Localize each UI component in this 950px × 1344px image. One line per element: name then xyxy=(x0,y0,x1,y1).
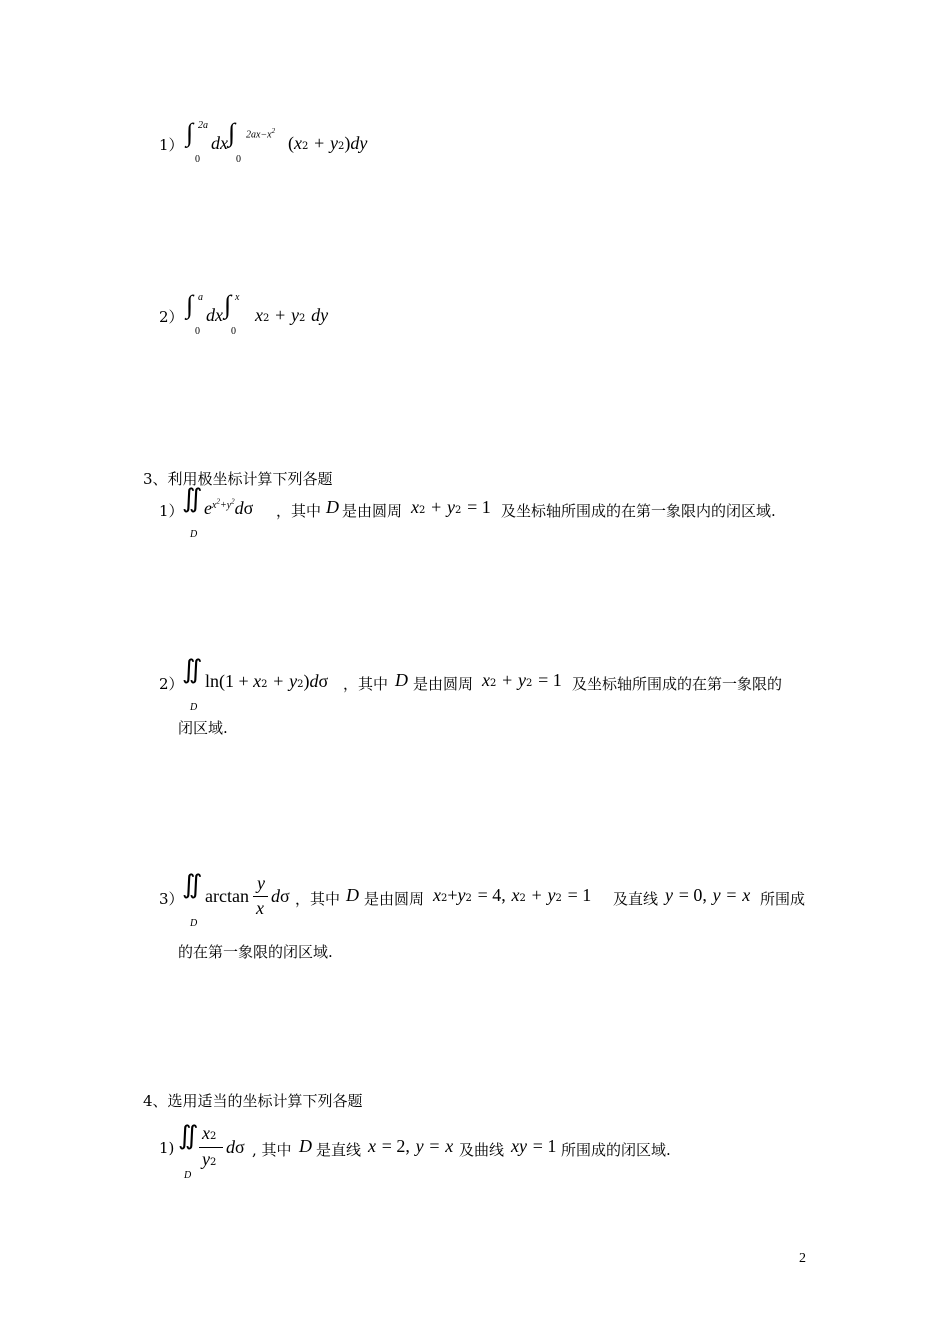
section-3-title: 3、利用极坐标计算下列各题 xyxy=(143,470,333,488)
item-label: 1） xyxy=(159,136,184,154)
fraction-bar xyxy=(253,896,268,897)
integral-sign: ∫ xyxy=(228,118,236,147)
lower-limit: 0 xyxy=(231,326,236,337)
double-integral-sign: ∬ xyxy=(178,1121,199,1150)
item-label: 1） xyxy=(159,502,184,520)
item-label: 2） xyxy=(159,675,184,693)
math-dx: dx xyxy=(211,133,228,153)
region-label: D xyxy=(190,529,198,540)
fraction-denominator: x xyxy=(256,898,264,918)
integral-sign: ∫ xyxy=(224,290,232,319)
lower-limit: 0 xyxy=(195,326,200,337)
integrand: x2 + y2 dy xyxy=(255,305,329,325)
fraction-numerator: x2 xyxy=(202,1123,217,1143)
upper-limit: $2ax-x^2$ xyxy=(246,127,276,141)
upper-limit: 2a xyxy=(198,120,208,131)
item-label: 2） xyxy=(159,308,184,326)
section-4-title: 4、选用适当的坐标计算下列各题 xyxy=(143,1092,363,1110)
integral-sign: ∫ xyxy=(186,118,194,147)
region-label: D xyxy=(190,918,198,929)
integrand: ln(1 + x2 + y2)dσ xyxy=(205,671,329,691)
integrand: (x2 + y2)dy xyxy=(288,133,368,153)
fraction-denominator: y2 xyxy=(202,1149,217,1169)
double-integral-sign: ∬ xyxy=(182,655,203,684)
lower-limit: 0 xyxy=(236,154,241,165)
fraction-bar xyxy=(199,1147,223,1148)
upper-limit: a xyxy=(198,292,203,303)
math-dx: dx xyxy=(206,305,223,325)
lower-limit: 0 xyxy=(195,154,200,165)
fraction-numerator: y xyxy=(257,873,265,893)
item-label: 1) xyxy=(159,1139,175,1157)
integrand: $e^{x^2+y^2}d\sigma$ xyxy=(204,497,254,518)
integral-sign: ∫ xyxy=(186,290,194,319)
page-number: 2 xyxy=(799,1251,806,1266)
double-integral-sign: ∬ xyxy=(182,484,203,513)
double-integral-sign: ∬ xyxy=(182,870,203,899)
region-label: D xyxy=(190,702,198,713)
upper-limit: x xyxy=(235,292,240,303)
item-label: 3） xyxy=(159,890,184,908)
region-label: D xyxy=(184,1170,192,1181)
